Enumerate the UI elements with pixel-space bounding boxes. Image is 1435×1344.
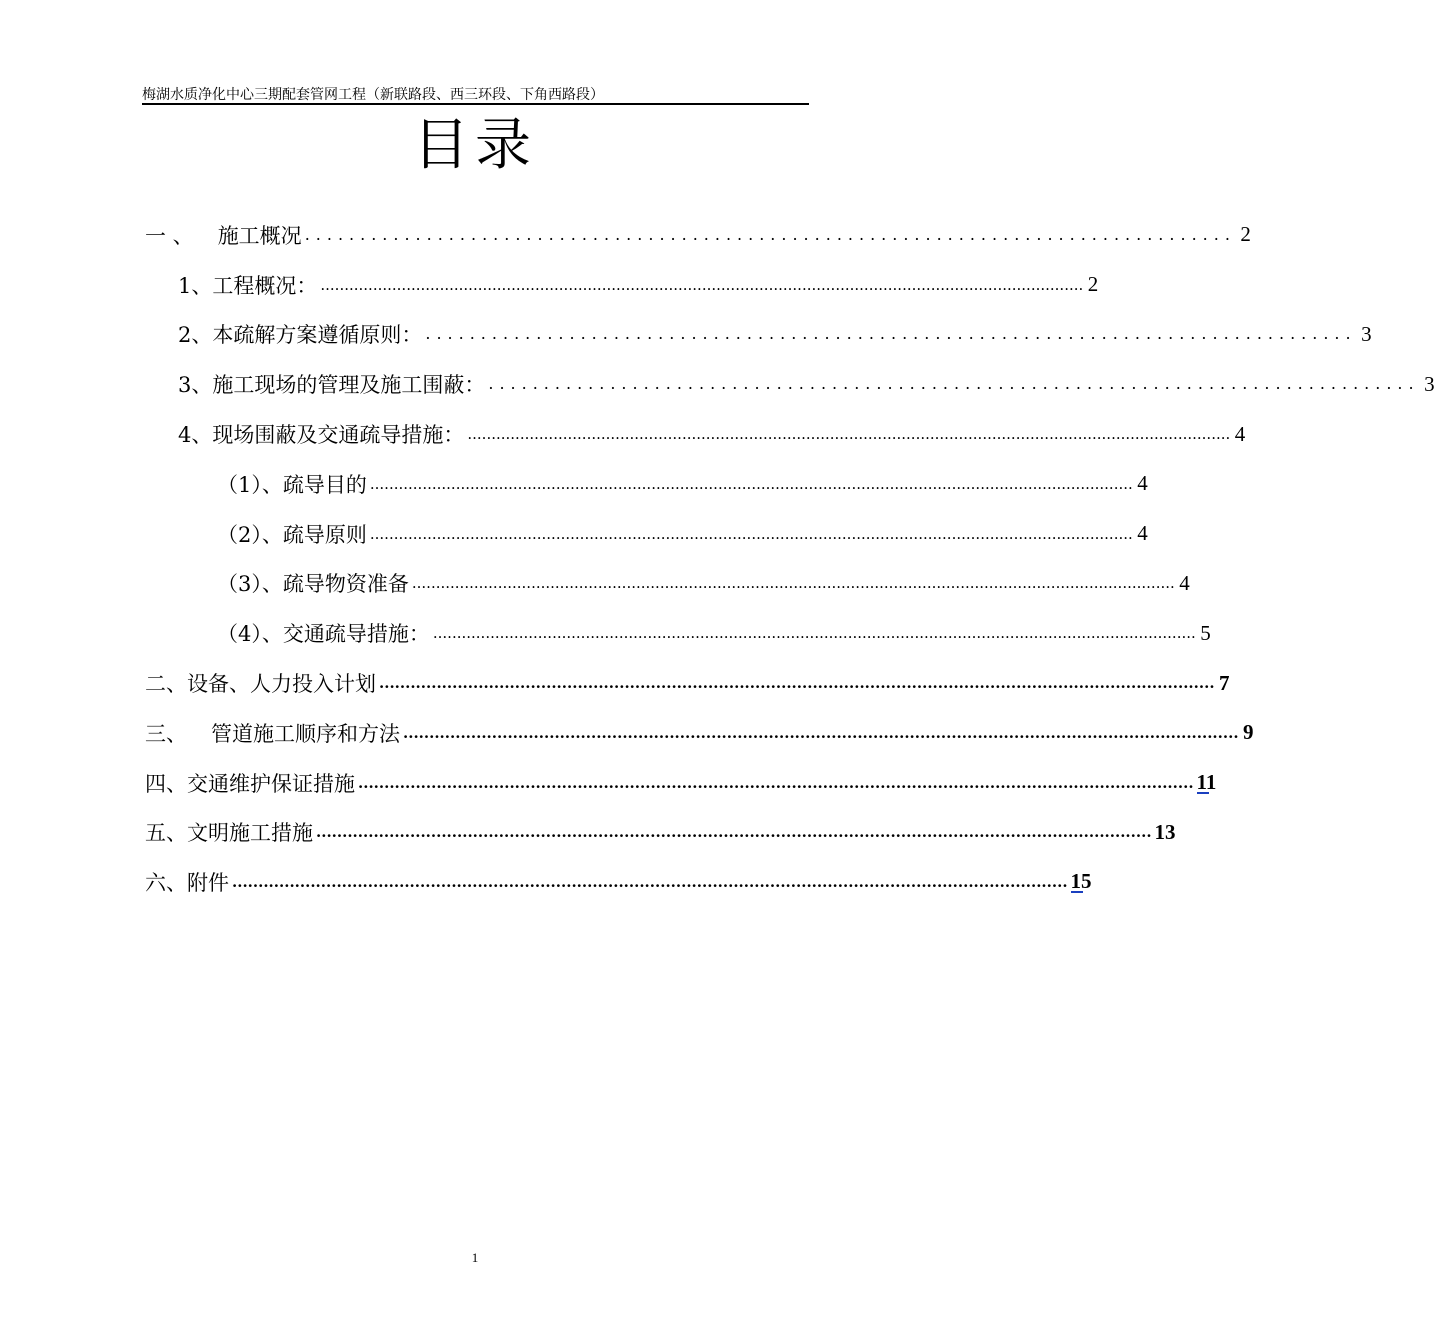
toc-entry-page: 4 — [1137, 471, 1148, 496]
toc-leader: ................................................................................................................................................................ — [403, 723, 1239, 742]
toc-entry-label: 设备、人力投入计划 — [187, 672, 376, 697]
toc-entry-label: 工程概况： — [212, 273, 318, 298]
toc-entry-page-link[interactable]: 15 — [1070, 869, 1092, 894]
toc-leader: ................................................................................................................................................................ — [232, 873, 1068, 892]
page-title: 目录 — [413, 113, 537, 178]
toc-entry-number: （1）、 — [217, 472, 283, 497]
toc-entry[interactable] — [145, 608, 1211, 658]
toc-entry-label: 文明施工措施 — [187, 821, 313, 846]
toc-entry-label: 疏导物资准备 — [282, 572, 409, 597]
toc-entry[interactable] — [145, 758, 1217, 808]
toc-leader: .................................................................................... — [425, 324, 1357, 344]
toc-leader: ................................................................................................................................................................ — [432, 624, 1196, 643]
toc-entry-number: 五、 — [145, 821, 187, 846]
toc-entry-page: 13 — [1154, 819, 1176, 844]
toc-leader: ................................................................................................................................................................ — [379, 674, 1215, 693]
toc-entry[interactable] — [145, 409, 1246, 459]
toc-entry-label: 施工概况 — [217, 223, 302, 248]
toc-leader: .................................................................................... — [304, 224, 1236, 244]
toc-entry-number: 六、 — [145, 871, 187, 896]
toc-entry[interactable] — [145, 559, 1190, 609]
toc-entry-label: 附件 — [187, 871, 229, 896]
toc-entry-label: 疏导目的 — [282, 472, 367, 497]
page-number: 1 — [471, 1250, 479, 1265]
toc-entry[interactable] — [145, 359, 1435, 409]
toc-entry-page: 4 — [1234, 421, 1246, 446]
toc-entry-label: 本疏解方案遵循原则： — [212, 323, 423, 348]
toc-entry-label: 疏导原则 — [282, 522, 367, 547]
toc-leader: ................................................................................................................................................................ — [320, 275, 1084, 294]
toc-entry-number: 四、 — [145, 771, 187, 796]
toc-entry-number: 4、 — [178, 423, 213, 448]
toc-entry-number: 三、 — [145, 721, 187, 746]
toc-entry-number: 二、 — [145, 672, 187, 697]
toc-entry-page: 2 — [1087, 272, 1099, 297]
toc-entry-page: 4 — [1137, 521, 1148, 546]
table-of-contents — [145, 210, 1435, 907]
toc-entry-page: 2 — [1240, 222, 1251, 247]
toc-entry[interactable] — [145, 658, 1230, 708]
toc-entry-page-link[interactable]: 11 — [1196, 769, 1217, 794]
toc-entry-number: 1、 — [178, 273, 213, 298]
toc-leader: ................................................................................................................................................................ — [369, 474, 1133, 493]
toc-entry-label: 施工现场的管理及施工围蔽： — [212, 373, 486, 398]
toc-entry-number: （2）、 — [217, 522, 283, 547]
running-header: 梅湖水质净化中心三期配套管网工程（新联路段、西三环段、下角西路段） — [142, 87, 604, 103]
toc-entry-page: 7 — [1219, 670, 1230, 695]
toc-entry[interactable] — [145, 808, 1176, 858]
toc-entry-page: 3 — [1361, 321, 1372, 346]
toc-entry[interactable] — [145, 708, 1254, 758]
toc-leader: ................................................................................................................................................................ — [358, 773, 1194, 792]
toc-entry-page: 9 — [1243, 720, 1254, 745]
toc-entry-label: 管道施工顺序和方法 — [211, 721, 400, 746]
toc-entry[interactable] — [145, 857, 1092, 907]
toc-entry-label: 现场围蔽及交通疏导措施： — [212, 423, 465, 448]
toc-entry-page: 4 — [1179, 570, 1190, 595]
header-rule — [142, 103, 809, 105]
toc-leader: ................................................................................................................................................................ — [411, 574, 1175, 593]
toc-leader: ................................................................................................................................................................ — [316, 823, 1152, 842]
toc-entry-number: （3）、 — [217, 572, 283, 597]
toc-entry-label: 交通维护保证措施 — [187, 771, 355, 796]
toc-entry-label: 交通疏导措施： — [282, 622, 430, 647]
toc-entry[interactable] — [145, 459, 1148, 509]
toc-entry-number: 2、 — [178, 323, 213, 348]
toc-leader: .................................................................................... — [488, 374, 1420, 394]
toc-entry-number: 3、 — [178, 373, 213, 398]
toc-leader: ................................................................................................................................................................ — [467, 425, 1231, 444]
toc-entry[interactable] — [145, 260, 1099, 310]
toc-entry[interactable] — [145, 509, 1148, 559]
toc-entry-page: 5 — [1200, 620, 1211, 645]
toc-entry[interactable] — [145, 210, 1251, 260]
toc-entry-number: 一 、 — [145, 223, 194, 248]
toc-entry-number: （4）、 — [217, 622, 283, 647]
toc-leader: ................................................................................................................................................................ — [369, 524, 1133, 543]
toc-entry-page: 3 — [1424, 371, 1435, 396]
toc-entry[interactable] — [145, 310, 1372, 360]
